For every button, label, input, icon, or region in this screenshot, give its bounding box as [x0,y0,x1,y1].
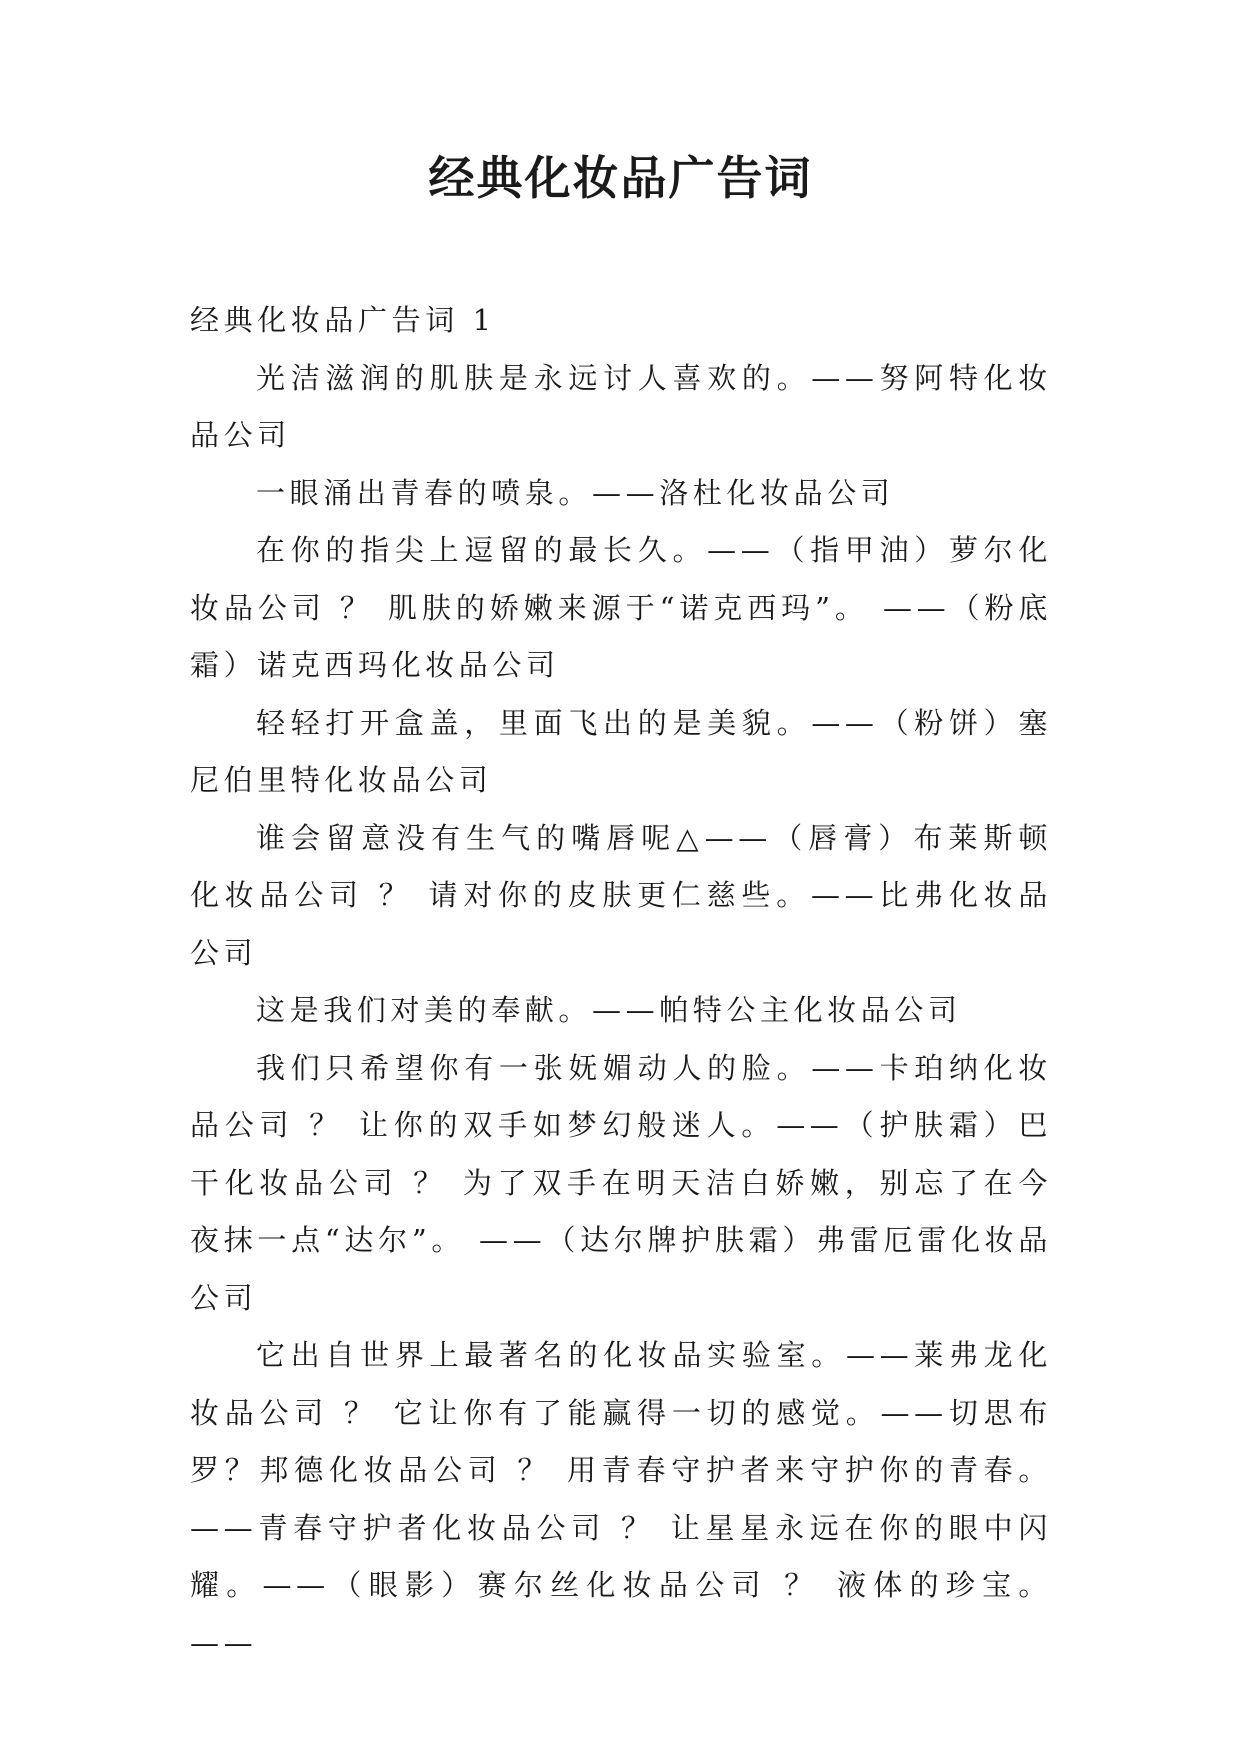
paragraph: 谁会留意没有生气的嘴唇呢△——（唇膏）布莱斯顿化妆品公司 ？ 请对你的皮肤更仁慈些。——比弗化妆品公司 [190,820,1052,970]
paragraph: 我们只希望你有一张妩媚动人的脸。——卡珀纳化妆品公司 ？ 让你的双手如梦幻般迷人。——（护肤霜）巴干化妆品公司 ？ 为了双手在明天洁白娇嫩，别忘了在今夜抹一点“达尔”。 ——（达尔牌护肤霜）弗雷厄雷化妆品公司 [190,1050,1052,1315]
paragraph: 在你的指尖上逗留的最长久。——（指甲油）萝尔化妆品公司 ？ 肌肤的娇嫩来源于“诺克西玛”。 ——（粉底霜）诺克西玛化妆品公司 [190,533,1052,682]
document-body [190,292,1052,1672]
paragraph: 一眼涌出青春的喷泉。——洛杜化妆品公司 [256,475,895,510]
section-heading: 经典化妆品广告词 1 [190,303,496,337]
paragraph: 轻轻打开盒盖，里面飞出的是美貌。——（粉饼）塞尼伯里特化妆品公司 [190,705,1052,797]
paragraph: 这是我们对美的奉献。——帕特公主化妆品公司 [256,993,962,1027]
document-title: 经典化妆品广告词 [428,151,813,205]
paragraph: 它出自世界上最著名的化妆品实验室。——莱弗龙化妆品公司 ？ 它让你有了能赢得一切的感觉。——切思布罗？邦德化妆品公司 ？ 用青春守护者来守护你的青春。——青春守护者化妆品公司 ？ 让星星永远在你的眼中闪耀。——（眼影）赛尔丝化妆品公司 ？ 液体的珍宝。—— [190,1338,1052,1660]
paragraph: 光洁滋润的肌肤是永远讨人喜欢的。——努阿特化妆品公司 [190,360,1052,452]
